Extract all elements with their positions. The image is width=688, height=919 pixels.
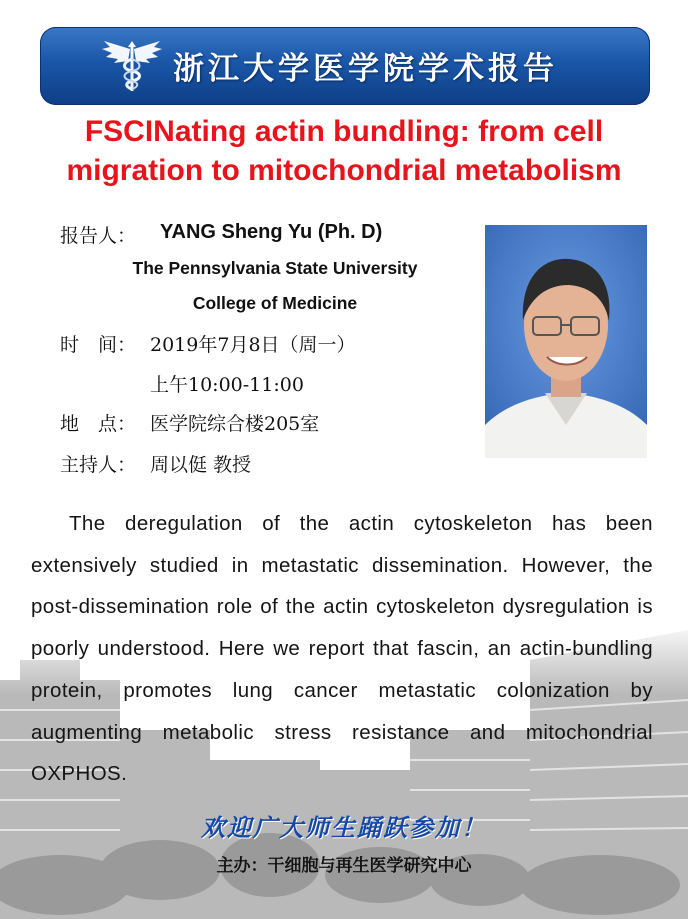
speaker-department: College of Medicine — [192, 293, 358, 313]
speaker-label: 报告人： — [60, 225, 137, 247]
talk-title-line-1: FSCINating actin bundling: from cell — [84, 115, 604, 148]
speaker-name: YANG Sheng Yu (Ph. D) — [160, 221, 383, 243]
talk-title-line-2: migration to mitochondrial metabolism — [66, 154, 622, 187]
speaker-photo — [485, 225, 647, 458]
abstract-paragraph — [31, 503, 653, 795]
host-value: 周以侹 教授 — [150, 454, 252, 476]
speaker-institution: The Pennsylvania State University — [132, 258, 418, 278]
location-label: 地 点： — [60, 413, 137, 435]
header-banner — [40, 27, 650, 105]
time-hours: 上午10:00-11:00 — [150, 374, 304, 396]
time-label: 时 间： — [60, 334, 137, 356]
welcome-message: 欢迎广大师生踊跃参加！ — [201, 814, 487, 842]
abstract-text: The deregulation of the actin cytoskeleton has been extensively studied in metastatic dissemination. However, the post-dissemination role of the actin cytoskeleton dysregulation is poorly understood. Here we report that fascin, an actin-bundling protein, promotes lung cancer metastatic colonization by augmenting metabolic stress resistance and mitochondrial OXPHOS. — [31, 512, 653, 786]
location-value: 医学院综合楼205室 — [150, 413, 320, 435]
caduceus-wings-icon — [100, 35, 164, 97]
time-date: 2019年7月8日（周一） — [150, 334, 356, 356]
host-label: 主持人： — [60, 454, 137, 476]
banner-title: 浙江大学医学院学术报告 — [173, 51, 558, 87]
talk-title — [20, 112, 668, 190]
organizer-line: 主办：干细胞与再生医学研究中心 — [216, 856, 472, 876]
